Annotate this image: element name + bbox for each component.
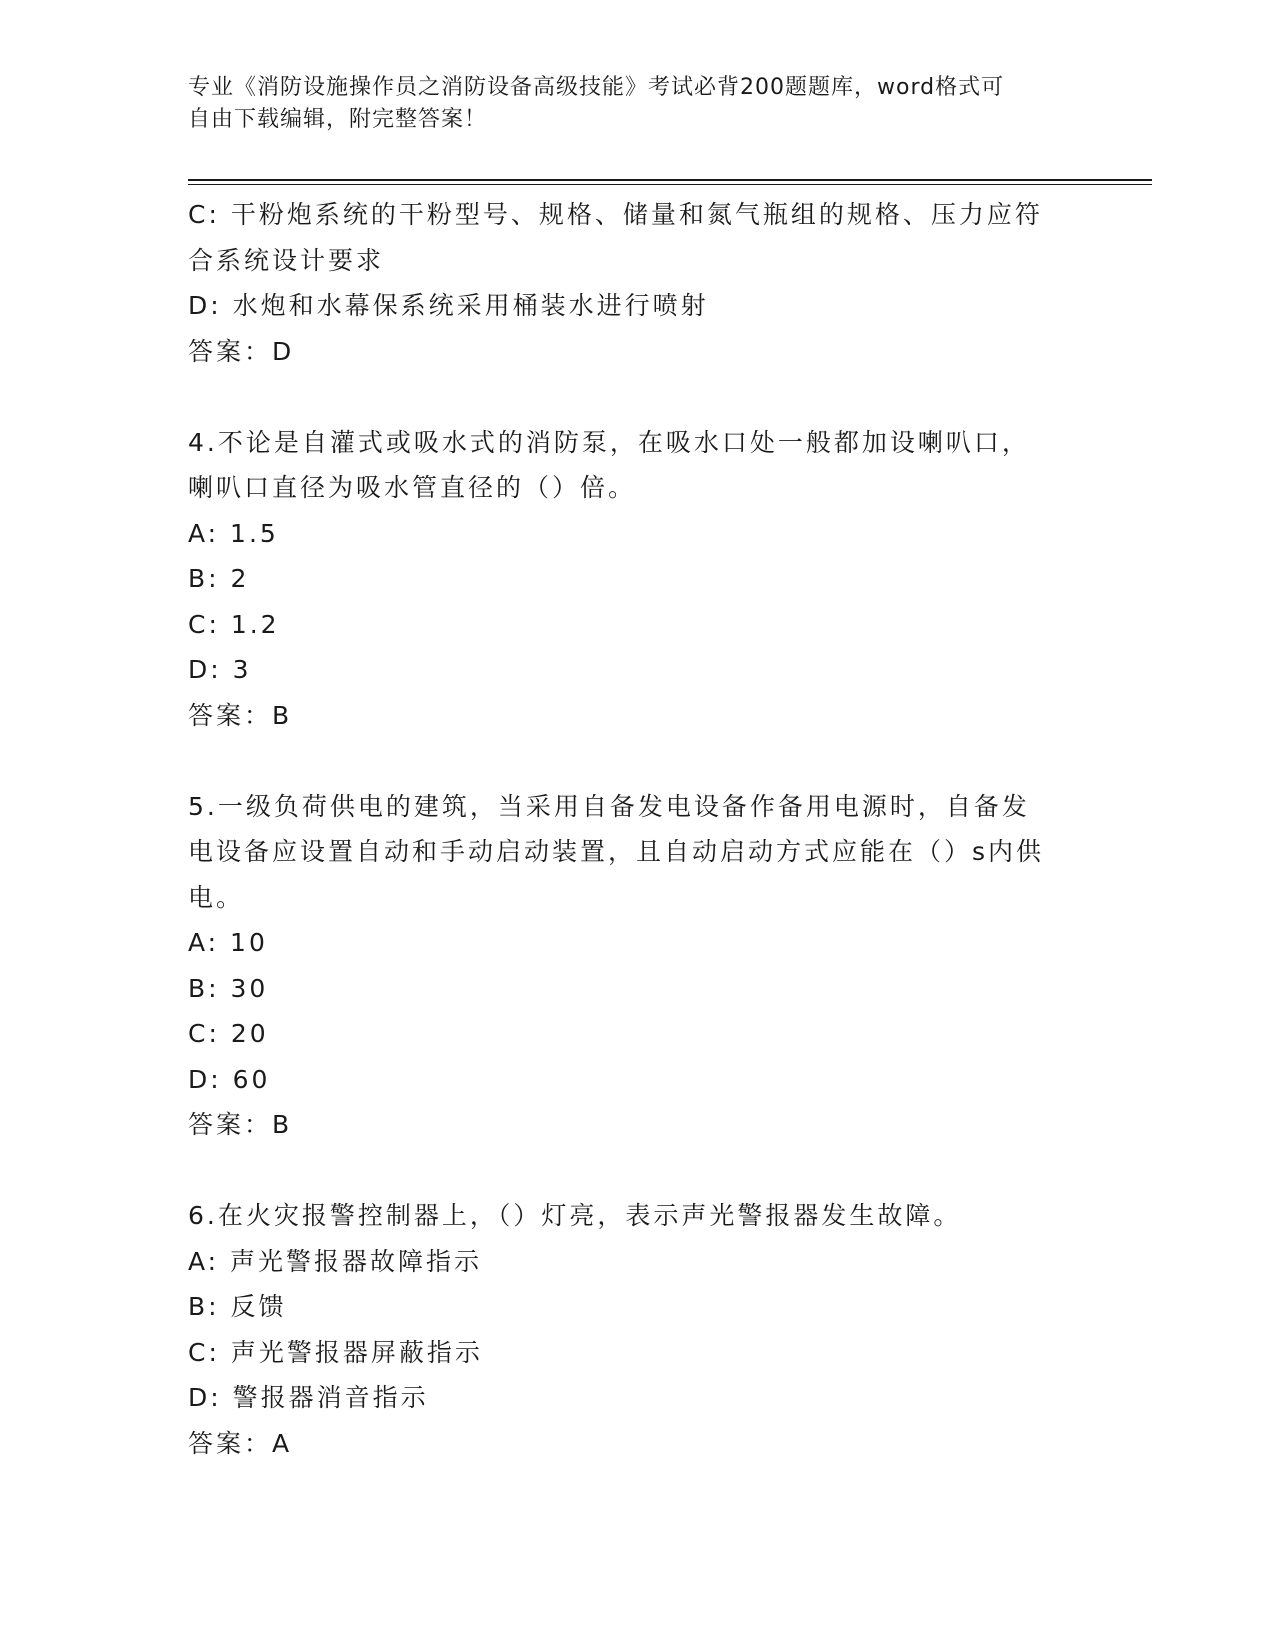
question-stem-line-2: 电设备应设置自动和手动启动装置，且自动启动方式应能在（）s内供 [188, 837, 1045, 866]
option-c-line-2: 合系统设计要求 [188, 245, 385, 275]
answer: 答案：D [188, 336, 295, 366]
answer: 答案：B [188, 700, 293, 730]
option-a: A: 声光警报器故障指示 [188, 1246, 483, 1276]
document-header [188, 72, 1088, 136]
spacer [188, 1148, 1088, 1194]
header-divider-thin [188, 184, 1152, 185]
option-c: C: 1.2 [188, 609, 280, 639]
question-list [188, 192, 1088, 1466]
header-line-1: 专业《消防设施操作员之消防设备高级技能》考试必背200题题库，word格式可 [188, 75, 1005, 100]
question-stem-line-1: 6.在火灾报警控制器上，（）灯亮，表示声光警报器发生故障。 [188, 1201, 962, 1230]
spacer [188, 374, 1088, 420]
option-d: D: 60 [188, 1064, 271, 1094]
spacer [188, 738, 1088, 784]
option-d: D: 3 [188, 655, 252, 684]
option-c: C: 声光警报器屏蔽指示 [188, 1337, 483, 1367]
option-b: B: 反馈 [188, 1292, 287, 1321]
question-4 [188, 420, 1088, 739]
header-divider-thick [188, 179, 1152, 181]
question-3-tail [188, 192, 1088, 374]
option-b: B: 2 [188, 564, 250, 593]
option-b: B: 30 [188, 973, 269, 1003]
option-d: D: 警报器消音指示 [188, 1383, 429, 1412]
question-stem-line-1: 4.不论是自灌式或吸水式的消防泵，在吸水口处一般都加设喇叭口， [188, 427, 1030, 457]
question-stem-line-2: 喇叭口直径为吸水管直径的（）倍。 [188, 473, 637, 502]
question-5 [188, 784, 1088, 1148]
question-stem-line-1: 5.一级负荷供电的建筑，当采用自备发电设备作备用电源时，自备发 [188, 791, 1030, 821]
option-c: C: 20 [188, 1019, 269, 1048]
question-stem-line-3: 电。 [188, 882, 245, 912]
option-c-line-1: C: 干粉炮系统的干粉型号、规格、储量和氮气瓶组的规格、压力应符 [188, 200, 1043, 229]
answer: 答案：B [188, 1110, 293, 1139]
option-a: A: 1.5 [188, 518, 279, 548]
question-6 [188, 1193, 1088, 1466]
option-a: A: 10 [188, 928, 268, 957]
answer: 答案：A [188, 1428, 293, 1458]
header-line-2: 自由下载编辑，附完整答案！ [188, 107, 488, 132]
option-d: D: 水炮和水幕保系统采用桶装水进行喷射 [188, 291, 709, 320]
